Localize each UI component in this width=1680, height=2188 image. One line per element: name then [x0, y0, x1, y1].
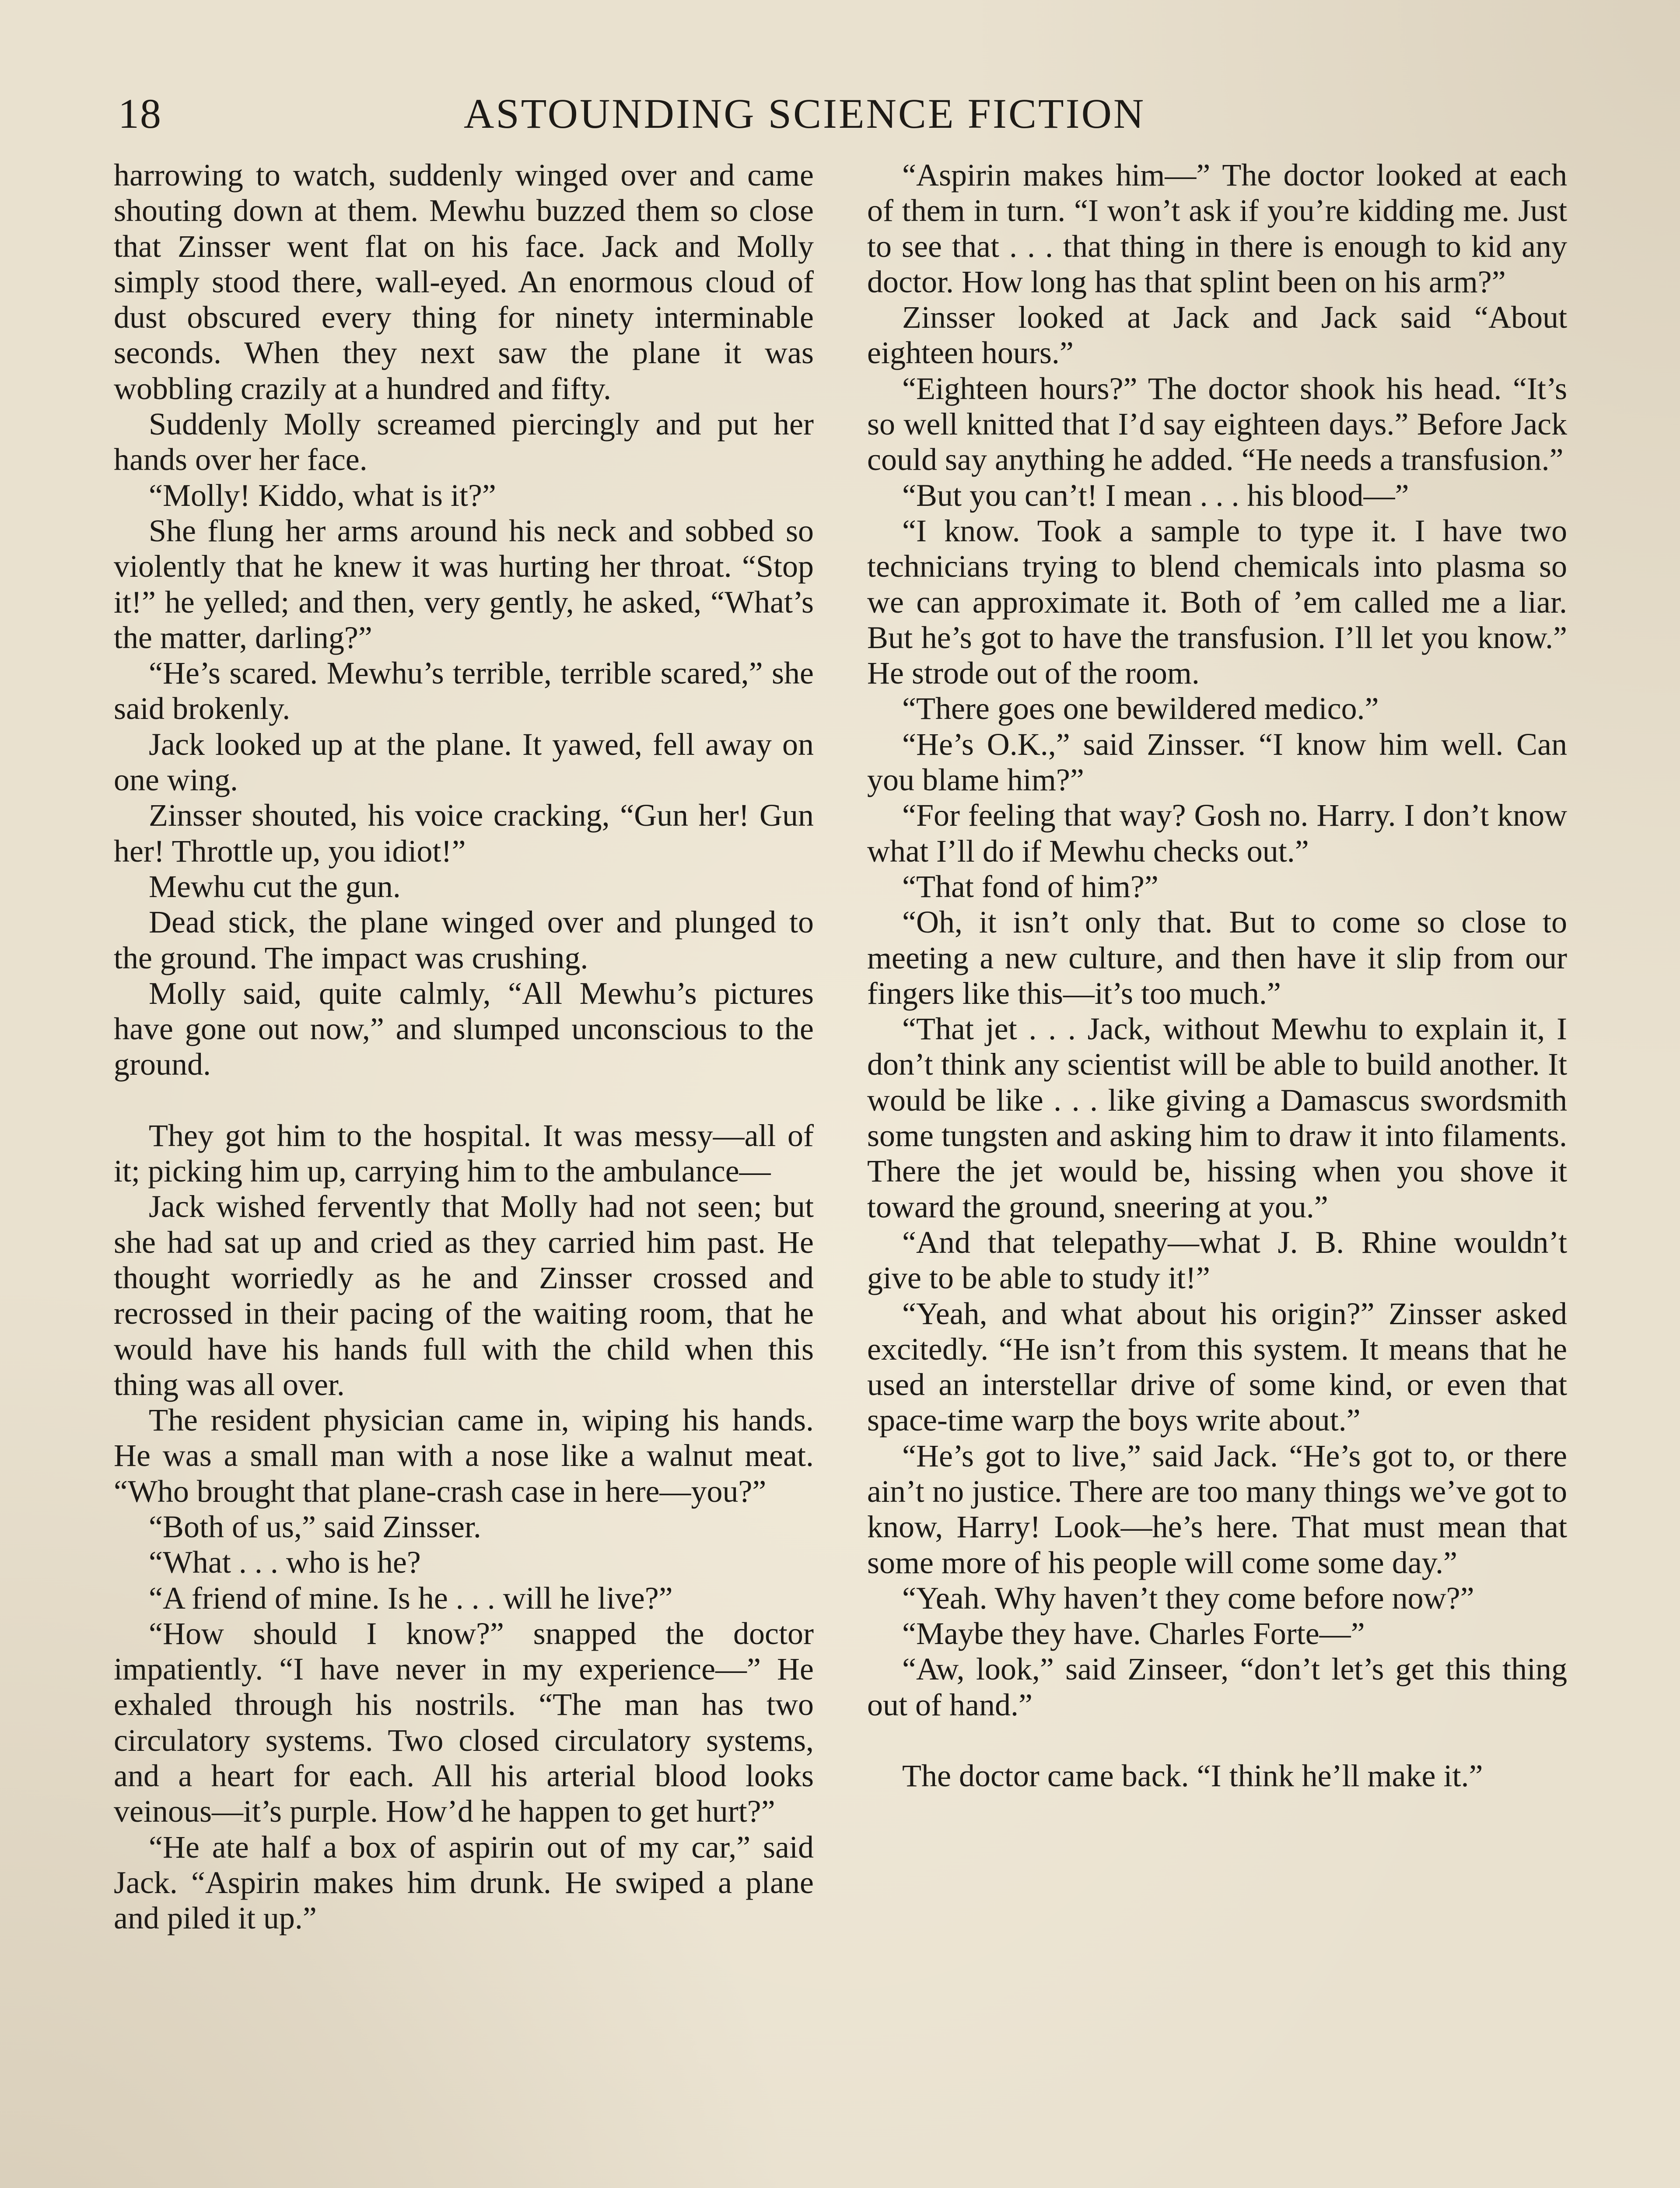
paragraph: “There goes one bewildered medico.” — [902, 691, 1379, 726]
running-header — [118, 83, 1216, 144]
paragraph: “How should I know?” snapped the doctor impatiently. “I have never in my experience—” He exhaled through his nostrils. “The man has two circulatory systems. Two closed circulatory systems, and a heart for each. All his arterial blood looks veinous—it’s purple. How’d he happen to get hurt?” — [114, 1616, 814, 1829]
paragraph: Jack looked up at the plane. It yawed, fell away on one wing. — [114, 726, 814, 798]
paragraph: The doctor came back. “I think he’ll make it.” — [902, 1758, 1483, 1794]
paragraph: “But you can’t! I mean . . . his blood—” — [902, 477, 1409, 513]
paragraph: Zinsser shouted, his voice cracking, “Gun her! Gun her! Throttle up, you idiot!” — [114, 798, 814, 869]
paragraph: “He ate half a box of aspirin out of my car,” said Jack. “Aspirin makes him drunk. He swiped a plane and piled it up.” — [114, 1829, 814, 1936]
paragraph: “He’s O.K.,” said Zinsser. “I know him well. Can you blame him?” — [867, 726, 1567, 798]
paragraph: “I know. Took a sample to type it. I have two technicians trying to blend chemicals into plasma so we can approximate it. Both of ’em called me a liar. But he’s got to have the transfusion. I’ll let you know.” He strode out of the room. — [867, 513, 1567, 691]
paragraph: She flung her arms around his neck and sobbed so violently that he knew it was hurting her throat. “Stop it!” he yelled; and then, very gently, he asked, “What’s the matter, darling?” — [114, 513, 814, 655]
paragraph: Mewhu cut the gun. — [149, 869, 401, 904]
paragraph: They got him to the hospital. It was messy—all of it; picking him up, carrying him to the ambulance— — [114, 1118, 814, 1189]
paragraph: “He’s scared. Mewhu’s terrible, terrible scared,” she said brokenly. — [114, 656, 814, 726]
running-title: ASTOUNDING SCIENCE FICTION — [464, 90, 1146, 137]
paragraph: harrowing to watch, suddenly winged over and came shouting down at them. Mewhu buzzed them so close that Zinsser went flat on his face. Jack and Molly simply stood there, wall-eyed. An enormous cloud of dust obscured every thing for ninety interminable seconds. When they next saw the plane it was wobbling crazily at a hundred and fifty. — [114, 158, 814, 406]
right-column — [867, 158, 1567, 1794]
paragraph: “A friend of mine. Is he . . . will he live?” — [149, 1580, 673, 1616]
paragraph: The resident physician came in, wiping his hands. He was a small man with a nose like a walnut meat. “Who brought that plane-crash case in here—you?” — [114, 1403, 814, 1509]
paragraph: “Molly! Kiddo, what is it?” — [149, 477, 496, 513]
paragraph: “Aspirin makes him—” The doctor looked at each of them in turn. “I won’t ask if you’re kidding me. Just to see that . . . that thing in there is enough to kid any doctor. How long has that splint been on his arm?” — [867, 158, 1567, 299]
paragraph: “Yeah, and what about his origin?” Zinsser asked excitedly. “He isn’t from this system. It means that he used an interstellar drive of some kind, or even that space-time warp the boys write about.” — [867, 1296, 1567, 1438]
paragraph: “What . . . who is he? — [149, 1545, 421, 1580]
paragraph: “For feeling that way? Gosh no. Harry. I don’t know what I’ll do if Mewhu checks out.” — [867, 798, 1567, 869]
paragraph: “And that telepathy—what J. B. Rhine wouldn’t give to be able to study it!” — [867, 1224, 1567, 1296]
paragraph: “Oh, it isn’t only that. But to come so close to meeting a new culture, and then have it slip from our fingers like this—it’s too much.” — [867, 905, 1567, 1011]
paragraph: “Yeah. Why haven’t they come before now?” — [902, 1580, 1474, 1616]
paragraph: “That fond of him?” — [902, 869, 1158, 904]
paragraph: Dead stick, the plane winged over and plunged to the ground. The impact was crushing. — [114, 905, 814, 975]
paragraph: “Aw, look,” said Zinseer, “don’t let’s get this thing out of hand.” — [867, 1652, 1567, 1722]
paragraph: “Maybe they have. Charles Forte—” — [902, 1616, 1365, 1652]
left-column — [114, 158, 814, 1936]
page-number: 18 — [118, 90, 162, 137]
paragraph: “He’s got to live,” said Jack. “He’s got to, or there ain’t no justice. There are too many things we’ve got to know, Harry! Look—he’s here. That must mean that some more of his people will come some day.” — [867, 1438, 1567, 1580]
paragraph: “Both of us,” said Zinsser. — [149, 1509, 481, 1544]
paragraph: Jack wished fervently that Molly had not seen; but she had sat up and cried as they carried him past. He thought worriedly as he and Zinsser crossed and recrossed in their pacing of the waiting room, that he would have his hands full with the child when this thing was all over. — [114, 1189, 814, 1402]
paragraph: Zinsser looked at Jack and Jack said “About eighteen hours.” — [867, 300, 1567, 371]
paragraph: “Eighteen hours?” The doctor shook his head. “It’s so well knitted that I’d say eighteen days.” Before Jack could say anything he added. “He needs a transfusion.” — [867, 371, 1567, 477]
paragraph: Suddenly Molly screamed piercingly and put her hands over her face. — [114, 407, 814, 477]
paragraph: “That jet . . . Jack, without Mewhu to explain it, I don’t think any scientist will be able to build another. It would be like . . . like giving a Damascus swordsmith some tungsten and asking him to draw it into filaments. There the jet would be, hissing when you shove it toward the ground, sneering at you.” — [867, 1011, 1567, 1224]
paragraph: Molly said, quite calmly, “All Mewhu’s pictures have gone out now,” and slumped unconscious to the ground. — [114, 975, 814, 1082]
